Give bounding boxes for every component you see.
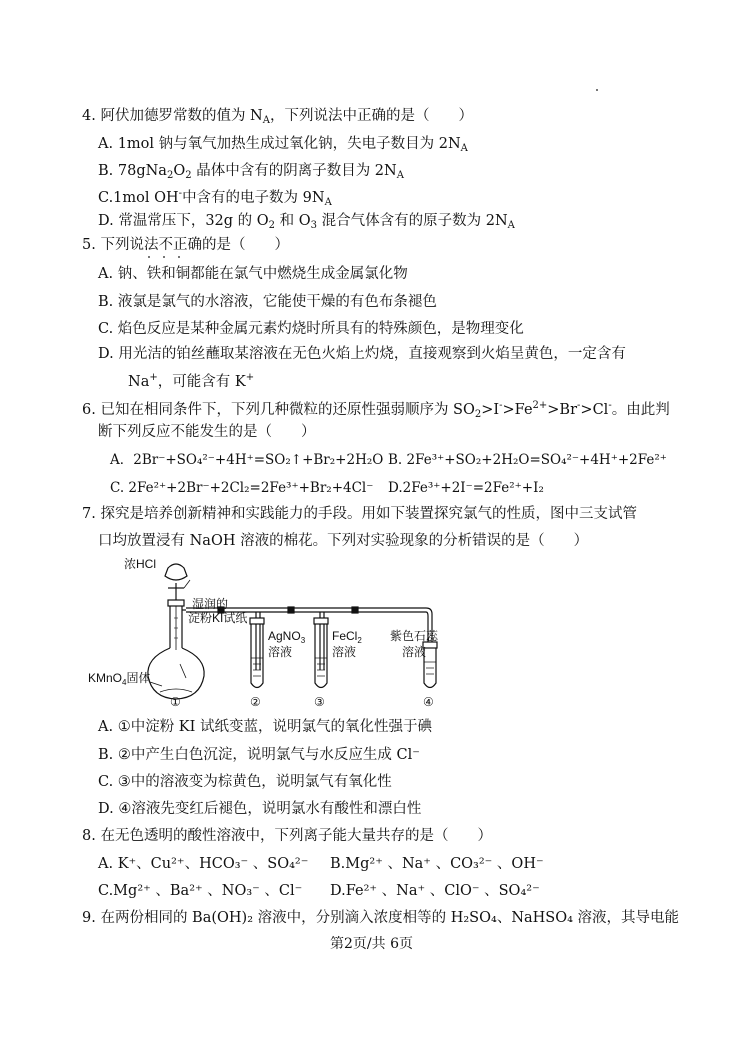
- q6-option-d: D.2Fe³⁺+2I⁻=2Fe²⁺+I₂: [388, 480, 544, 496]
- q9-stem: 9. 在两份相同的 Ba(OH)₂ 溶液中，分别滴入浓度相等的 H₂SO₄、NaHSO₄ 溶液，其导电能: [82, 910, 680, 926]
- q8-option-a: A. K⁺、Cu²⁺、HCO₃⁻ 、SO₄²⁻: [98, 856, 309, 872]
- q5-option-d-cont: Na+，可能含有 K+: [128, 372, 255, 390]
- funnel-body: [165, 564, 187, 580]
- q8-stem: 8. 在无色透明的酸性溶液中，下列离子能大量共存的是（ ）: [82, 828, 492, 844]
- q5-option-c: C. 焰色反应是某种金属元素灼烧时所具有的特殊颜色，是物理变化: [98, 321, 524, 337]
- q4-option-c: C.1mol OH-中含有的电子数为 $9N_A$: [98, 188, 332, 208]
- q8-option-c: C.Mg²⁺ 、Ba²⁺ 、NO₃⁻ 、Cl⁻: [98, 883, 303, 899]
- q6-option-b: B. 2Fe³⁺+SO₂+2H₂O=SO₄²⁻+4H⁺+2Fe²⁺: [388, 452, 667, 468]
- label-ki-paper: 淀粉KI试纸: [188, 611, 248, 625]
- label-litmus: 紫色石蕊: [390, 629, 439, 643]
- page-footer: 第2页/共 6页: [330, 936, 413, 952]
- label-agno3-solution: 溶液: [268, 645, 293, 659]
- q5-stem: 5. 下列说法不正确的是（ ）: [82, 237, 289, 253]
- tube-number-1: ①: [170, 695, 181, 709]
- tube-number-3: ③: [314, 695, 325, 709]
- q4-option-a: A. 1mol 钠与氧气加热生成过氧化钠，失电子数目为 $2N_A$: [98, 136, 468, 154]
- q7-option-a: A. ①中淀粉 KI 试纸变蓝，说明氯气的氧化性强于碘: [98, 719, 432, 735]
- q6-option-a: A．2Br⁻+SO₄²⁻+4H⁺=SO₂↑+Br₂+2H₂O: [110, 452, 384, 468]
- label-moist: 湿润的: [192, 597, 229, 611]
- scan-dot: [596, 89, 598, 91]
- q7-option-c: C. ③中的溶液变为棕黄色，说明氯气有氧化性: [98, 774, 392, 790]
- label-conc-hcl: 浓HCl: [124, 558, 156, 571]
- q7-option-b: B. ②中产生白色沉淀，说明氯气与水反应生成 Cl⁻: [98, 747, 420, 763]
- q8-option-b: B.Mg²⁺ 、Na⁺ 、CO₃²⁻ 、OH⁻: [330, 856, 544, 872]
- q7-stem-cont: 口均放置浸有 NaOH 溶液的棉花。下列对实验现象的分析错误的是（ ）: [98, 533, 589, 549]
- q6-option-c: C. 2Fe²⁺+2Br⁻+2Cl₂=2Fe³⁺+Br₂+4Cl⁻: [110, 480, 374, 496]
- emphasis-dot: [163, 256, 165, 258]
- label-fecl2-solution: 溶液: [332, 645, 357, 659]
- label-fecl2: FeCl$_2$: [332, 629, 362, 645]
- q8-option-d: D.Fe²⁺ 、Na⁺ 、ClO⁻ 、SO₄²⁻: [330, 883, 540, 899]
- q6-stem: 6. 已知在相同条件下，下列几种微粒的还原性强弱顺序为 $SO_2>I^->Fe^{2+}>Br^->Cl^-$。由此判: [82, 400, 670, 420]
- apparatus-diagram: [80, 558, 450, 710]
- q7-stem: 7. 探究是培养创新精神和实践能力的手段。用如下装置探究氯气的性质，图中三支试管: [82, 506, 637, 522]
- tube-number-2: ②: [250, 695, 261, 709]
- q6-stem-cont: 断下列反应不能发生的是（ ）: [98, 424, 316, 440]
- label-litmus-solution: 溶液: [402, 645, 427, 659]
- emphasis-dot: [178, 256, 180, 258]
- q5-option-b: B. 液氯是氯气的水溶液，它能使干燥的有色布条褪色: [98, 294, 437, 310]
- q4-stem: 4. 阿伏加德罗常数的值为 $N_A$，下列说法中正确的是（ ）: [82, 108, 473, 126]
- emphasis-dot: [148, 256, 150, 258]
- q4-option-b: B. $78gNa_2O_2$ 晶体中含有的阴离子数目为 $2N_A$: [98, 163, 404, 181]
- tube-number-4: ④: [423, 695, 434, 709]
- q7-option-d: D. ④溶液先变红后褪色，说明氯水有酸性和漂白性: [98, 801, 422, 817]
- q5-option-a: A. 钠、铁和铜都能在氯气中燃烧生成金属氯化物: [98, 266, 408, 282]
- label-agno3: AgNO$_3$: [268, 629, 306, 645]
- q5-option-d: D. 用光洁的铂丝蘸取某溶液在无色火焰上灼烧，直接观察到火焰呈黄色，一定含有: [98, 346, 626, 362]
- label-kmno4: KMnO$_4$固体: [88, 671, 151, 687]
- q4-option-d: D. 常温常压下，32g 的 $O_2$ 和 $O_3$ 混合气体含有的原子数为 $2N_A$: [98, 213, 515, 231]
